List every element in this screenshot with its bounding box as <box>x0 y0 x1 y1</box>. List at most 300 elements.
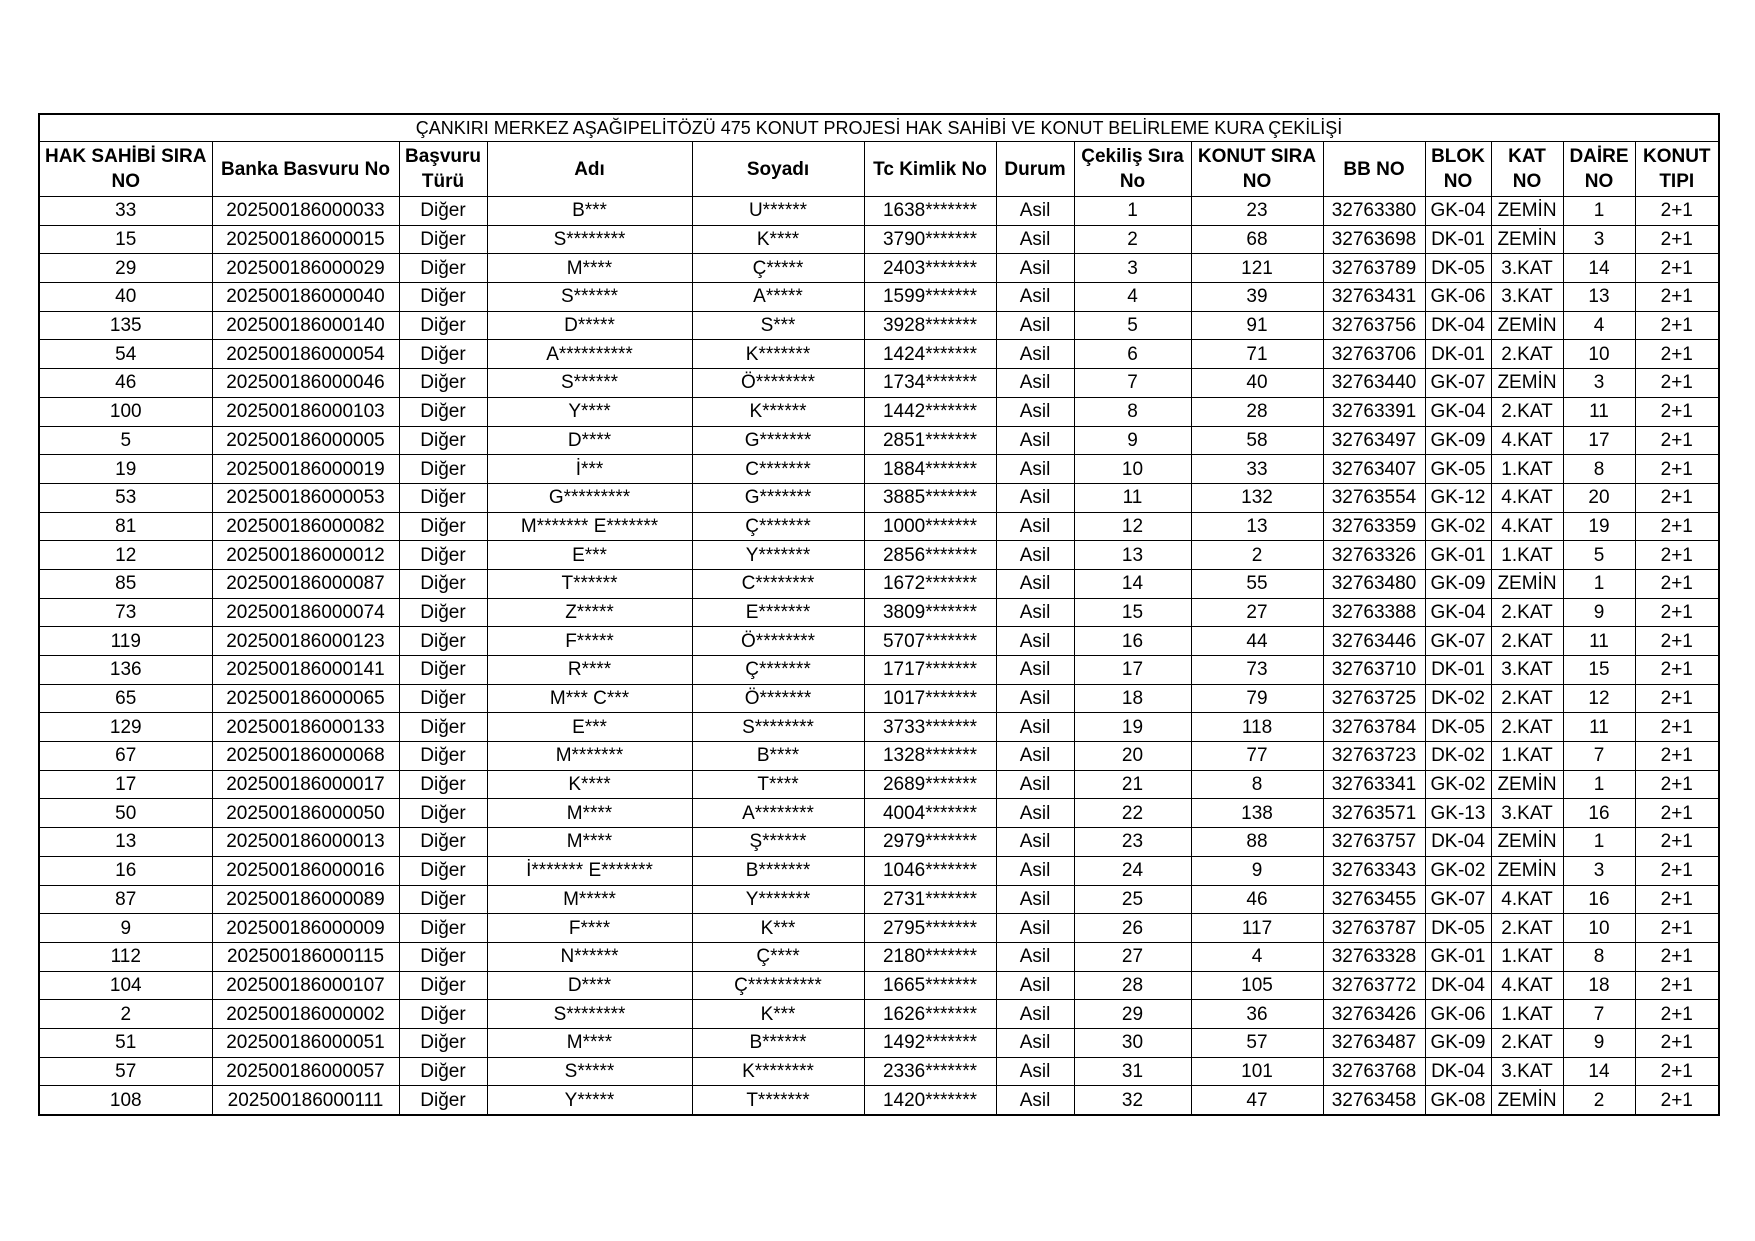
table-cell: Asil <box>996 799 1074 828</box>
table-cell: Diğer <box>399 1000 487 1029</box>
table-cell: 202500186000009 <box>212 914 399 943</box>
table-cell: DK-04 <box>1425 828 1491 857</box>
table-cell: 5 <box>39 426 212 455</box>
table-cell: Asil <box>996 426 1074 455</box>
table-cell: ZEMİN <box>1491 770 1563 799</box>
table-cell: 108 <box>39 1086 212 1115</box>
table-cell: 15 <box>39 225 212 254</box>
table-cell: M*** C*** <box>487 684 692 713</box>
table-cell: 202500186000016 <box>212 856 399 885</box>
table-cell: 2.KAT <box>1491 340 1563 369</box>
table-cell: 88 <box>1191 828 1323 857</box>
table-cell: 32763455 <box>1323 885 1425 914</box>
table-cell: Asil <box>996 942 1074 971</box>
table-row <box>39 1057 1719 1086</box>
table-cell: 2+1 <box>1635 254 1719 283</box>
table-cell: R**** <box>487 656 692 685</box>
table-cell: G******* <box>692 483 864 512</box>
table-cell: Y***** <box>487 1086 692 1115</box>
table-cell: 39 <box>1191 283 1323 312</box>
table-cell: 32 <box>1074 1086 1191 1115</box>
table-cell: Ç******* <box>692 656 864 685</box>
table-cell: 1 <box>1563 569 1635 598</box>
table-cell: 138 <box>1191 799 1323 828</box>
table-cell: K******* <box>692 340 864 369</box>
table-cell: B****** <box>692 1028 864 1057</box>
table-cell: DK-05 <box>1425 254 1491 283</box>
header-row <box>39 142 1719 197</box>
table-cell: 40 <box>39 283 212 312</box>
table-cell: 202500186000005 <box>212 426 399 455</box>
table-cell: 2+1 <box>1635 1057 1719 1086</box>
table-cell: GK-04 <box>1425 197 1491 226</box>
column-header: KAT NO <box>1491 142 1563 197</box>
table-cell: GK-13 <box>1425 799 1491 828</box>
table-cell: 202500186000012 <box>212 541 399 570</box>
table-cell: 2+1 <box>1635 569 1719 598</box>
table-row <box>39 512 1719 541</box>
table-cell: 1 <box>1563 770 1635 799</box>
table-cell: 20 <box>1563 483 1635 512</box>
table-cell: 2+1 <box>1635 627 1719 656</box>
table-cell: 4.KAT <box>1491 971 1563 1000</box>
table-cell: 2403******* <box>864 254 996 283</box>
table-cell: 2+1 <box>1635 742 1719 771</box>
table-cell: 202500186000065 <box>212 684 399 713</box>
table-cell: A******** <box>692 799 864 828</box>
table-cell: 2+1 <box>1635 455 1719 484</box>
column-header: Banka Basvuru No <box>212 142 399 197</box>
kura-results-table <box>38 113 1720 1116</box>
table-row <box>39 598 1719 627</box>
table-cell: 18 <box>1563 971 1635 1000</box>
table-cell: 5 <box>1563 541 1635 570</box>
table-cell: 55 <box>1191 569 1323 598</box>
table-cell: Diğer <box>399 942 487 971</box>
table-cell: 1665******* <box>864 971 996 1000</box>
table-cell: 32763446 <box>1323 627 1425 656</box>
table-cell: 202500186000082 <box>212 512 399 541</box>
table-cell: 3790******* <box>864 225 996 254</box>
table-cell: 2.KAT <box>1491 627 1563 656</box>
table-cell: 3.KAT <box>1491 656 1563 685</box>
table-cell: F***** <box>487 627 692 656</box>
table-cell: Asil <box>996 569 1074 598</box>
table-cell: 12 <box>1074 512 1191 541</box>
table-cell: Ç******* <box>692 512 864 541</box>
table-cell: 132 <box>1191 483 1323 512</box>
table-cell: 1638******* <box>864 197 996 226</box>
table-cell: 25 <box>1074 885 1191 914</box>
table-cell: 31 <box>1074 1057 1191 1086</box>
table-cell: 54 <box>39 340 212 369</box>
table-cell: Z***** <box>487 598 692 627</box>
table-cell: 2 <box>39 1000 212 1029</box>
table-cell: 4.KAT <box>1491 426 1563 455</box>
table-cell: Asil <box>996 369 1074 398</box>
table-row <box>39 684 1719 713</box>
table-cell: C******* <box>692 455 864 484</box>
column-header: Başvuru Türü <box>399 142 487 197</box>
table-cell: 11 <box>1563 713 1635 742</box>
table-cell: 91 <box>1191 311 1323 340</box>
table-cell: 101 <box>1191 1057 1323 1086</box>
table-cell: ZEMİN <box>1491 311 1563 340</box>
table-cell: G******* <box>692 426 864 455</box>
table-cell: 46 <box>1191 885 1323 914</box>
table-cell: S****** <box>487 369 692 398</box>
table-cell: Diğer <box>399 627 487 656</box>
table-row <box>39 856 1719 885</box>
table-cell: 19 <box>1074 713 1191 742</box>
table-cell: 4.KAT <box>1491 483 1563 512</box>
table-cell: N****** <box>487 942 692 971</box>
table-cell: Asil <box>996 397 1074 426</box>
table-cell: 202500186000051 <box>212 1028 399 1057</box>
table-cell: Asil <box>996 1000 1074 1029</box>
table-cell: 29 <box>1074 1000 1191 1029</box>
table-cell: 2+1 <box>1635 942 1719 971</box>
table-cell: 1.KAT <box>1491 455 1563 484</box>
table-cell: 1599******* <box>864 283 996 312</box>
table-cell: 3.KAT <box>1491 799 1563 828</box>
table-cell: 16 <box>39 856 212 885</box>
table-cell: 46 <box>39 369 212 398</box>
table-cell: 1884******* <box>864 455 996 484</box>
table-cell: Diğer <box>399 426 487 455</box>
table-cell: GK-01 <box>1425 942 1491 971</box>
table-cell: 77 <box>1191 742 1323 771</box>
table-cell: Asil <box>996 340 1074 369</box>
table-cell: T**** <box>692 770 864 799</box>
table-cell: 32763710 <box>1323 656 1425 685</box>
table-cell: Ö******* <box>692 684 864 713</box>
table-cell: 202500186000040 <box>212 283 399 312</box>
table-cell: 202500186000029 <box>212 254 399 283</box>
table-cell: Asil <box>996 512 1074 541</box>
table-cell: 119 <box>39 627 212 656</box>
table-cell: GK-09 <box>1425 426 1491 455</box>
table-cell: 2.KAT <box>1491 397 1563 426</box>
table-cell: 202500186000015 <box>212 225 399 254</box>
table-cell: 32763784 <box>1323 713 1425 742</box>
table-cell: ZEMİN <box>1491 197 1563 226</box>
table-cell: Ö******** <box>692 627 864 656</box>
table-cell: 19 <box>1563 512 1635 541</box>
table-cell: Asil <box>996 742 1074 771</box>
table-cell: 10 <box>1563 914 1635 943</box>
table-cell: 32763343 <box>1323 856 1425 885</box>
table-cell: 19 <box>39 455 212 484</box>
table-cell: 40 <box>1191 369 1323 398</box>
table-cell: K****** <box>692 397 864 426</box>
table-cell: 47 <box>1191 1086 1323 1115</box>
table-cell: 2+1 <box>1635 914 1719 943</box>
table-cell: 10 <box>1563 340 1635 369</box>
table-cell: Diğer <box>399 885 487 914</box>
table-cell: Ş****** <box>692 828 864 857</box>
table-cell: 2+1 <box>1635 283 1719 312</box>
table-cell: D***** <box>487 311 692 340</box>
table-cell: 6 <box>1074 340 1191 369</box>
table-cell: 2336******* <box>864 1057 996 1086</box>
table-cell: Asil <box>996 914 1074 943</box>
table-cell: 73 <box>1191 656 1323 685</box>
table-cell: Asil <box>996 885 1074 914</box>
table-cell: 16 <box>1074 627 1191 656</box>
table-row <box>39 369 1719 398</box>
table-cell: 2+1 <box>1635 512 1719 541</box>
column-header: Tc Kimlik No <box>864 142 996 197</box>
table-cell: Diğer <box>399 369 487 398</box>
table-cell: 28 <box>1191 397 1323 426</box>
table-cell: Diğer <box>399 455 487 484</box>
table-cell: Diğer <box>399 397 487 426</box>
table-cell: 12 <box>39 541 212 570</box>
table-cell: 202500186000089 <box>212 885 399 914</box>
table-cell: 28 <box>1074 971 1191 1000</box>
table-cell: 202500186000046 <box>212 369 399 398</box>
table-cell: İ******* E******* <box>487 856 692 885</box>
table-cell: 4 <box>1074 283 1191 312</box>
table-cell: 9 <box>1191 856 1323 885</box>
table-cell: M**** <box>487 828 692 857</box>
table-row <box>39 799 1719 828</box>
table-cell: 23 <box>1074 828 1191 857</box>
table-row <box>39 197 1719 226</box>
table-row <box>39 426 1719 455</box>
table-cell: 23 <box>1191 197 1323 226</box>
table-cell: Y******* <box>692 885 864 914</box>
table-cell: Diğer <box>399 742 487 771</box>
table-cell: 202500186000103 <box>212 397 399 426</box>
table-cell: 202500186000050 <box>212 799 399 828</box>
table-row <box>39 713 1719 742</box>
table-cell: 3809******* <box>864 598 996 627</box>
table-cell: B******* <box>692 856 864 885</box>
table-row <box>39 483 1719 512</box>
table-cell: Asil <box>996 254 1074 283</box>
table-cell: DK-04 <box>1425 311 1491 340</box>
table-cell: 68 <box>1191 225 1323 254</box>
table-cell: İ*** <box>487 455 692 484</box>
table-cell: 32763326 <box>1323 541 1425 570</box>
table-cell: Y******* <box>692 541 864 570</box>
table-cell: Asil <box>996 856 1074 885</box>
table-cell: GK-02 <box>1425 856 1491 885</box>
table-cell: S***** <box>487 1057 692 1086</box>
table-row <box>39 397 1719 426</box>
table-cell: Asil <box>996 684 1074 713</box>
table-cell: E******* <box>692 598 864 627</box>
table-cell: S******** <box>487 1000 692 1029</box>
table-cell: 16 <box>1563 885 1635 914</box>
table-cell: 17 <box>1563 426 1635 455</box>
table-cell: DK-05 <box>1425 914 1491 943</box>
table-cell: E*** <box>487 541 692 570</box>
table-cell: 32763407 <box>1323 455 1425 484</box>
table-cell: 202500186000133 <box>212 713 399 742</box>
table-row <box>39 283 1719 312</box>
table-cell: T****** <box>487 569 692 598</box>
table-cell: 1000******* <box>864 512 996 541</box>
table-cell: GK-12 <box>1425 483 1491 512</box>
table-row <box>39 455 1719 484</box>
table-cell: 8 <box>1563 455 1635 484</box>
table-cell: M******* E******* <box>487 512 692 541</box>
table-cell: 202500186000115 <box>212 942 399 971</box>
table-cell: 10 <box>1074 455 1191 484</box>
table-cell: 202500186000033 <box>212 197 399 226</box>
table-cell: M***** <box>487 885 692 914</box>
column-header: HAK SAHİBİ SIRA NO <box>39 142 212 197</box>
table-cell: 1.KAT <box>1491 742 1563 771</box>
table-cell: 3733******* <box>864 713 996 742</box>
table-cell: Diğer <box>399 197 487 226</box>
table-cell: Asil <box>996 1057 1074 1086</box>
table-cell: Asil <box>996 713 1074 742</box>
table-cell: 4.KAT <box>1491 512 1563 541</box>
table-cell: 21 <box>1074 770 1191 799</box>
table-cell: 16 <box>1563 799 1635 828</box>
table-cell: 32763554 <box>1323 483 1425 512</box>
table-cell: K**** <box>487 770 692 799</box>
table-cell: 3.KAT <box>1491 283 1563 312</box>
table-cell: DK-01 <box>1425 340 1491 369</box>
table-cell: 2 <box>1074 225 1191 254</box>
table-cell: 81 <box>39 512 212 541</box>
table-cell: Diğer <box>399 1086 487 1115</box>
table-cell: K******** <box>692 1057 864 1086</box>
table-cell: 32763698 <box>1323 225 1425 254</box>
table-cell: G********* <box>487 483 692 512</box>
table-cell: 2+1 <box>1635 713 1719 742</box>
table-cell: Asil <box>996 455 1074 484</box>
table-cell: Diğer <box>399 225 487 254</box>
table-cell: 32763706 <box>1323 340 1425 369</box>
table-cell: 27 <box>1191 598 1323 627</box>
table-cell: M**** <box>487 1028 692 1057</box>
table-cell: K*** <box>692 1000 864 1029</box>
table-cell: 202500186000019 <box>212 455 399 484</box>
table-cell: 32763328 <box>1323 942 1425 971</box>
table-cell: 2689******* <box>864 770 996 799</box>
table-cell: 33 <box>1191 455 1323 484</box>
table-cell: 2180******* <box>864 942 996 971</box>
table-cell: 24 <box>1074 856 1191 885</box>
table-cell: 2+1 <box>1635 369 1719 398</box>
table-cell: 5707******* <box>864 627 996 656</box>
table-cell: Ö******** <box>692 369 864 398</box>
table-cell: DK-01 <box>1425 225 1491 254</box>
table-cell: 7 <box>1563 742 1635 771</box>
table-cell: 2+1 <box>1635 684 1719 713</box>
table-cell: 202500186000074 <box>212 598 399 627</box>
table-cell: 32763480 <box>1323 569 1425 598</box>
table-row <box>39 828 1719 857</box>
table-cell: ZEMİN <box>1491 856 1563 885</box>
table-cell: 32763723 <box>1323 742 1425 771</box>
table-cell: Ç********** <box>692 971 864 1000</box>
table-cell: 30 <box>1074 1028 1191 1057</box>
table-cell: 1420******* <box>864 1086 996 1115</box>
table-cell: 2 <box>1563 1086 1635 1115</box>
table-cell: 32763391 <box>1323 397 1425 426</box>
table-cell: 118 <box>1191 713 1323 742</box>
table-cell: Diğer <box>399 541 487 570</box>
table-cell: 100 <box>39 397 212 426</box>
table-cell: 2851******* <box>864 426 996 455</box>
table-cell: Diğer <box>399 569 487 598</box>
table-cell: 1672******* <box>864 569 996 598</box>
table-cell: 32763725 <box>1323 684 1425 713</box>
table-cell: 17 <box>1074 656 1191 685</box>
table-cell: T******* <box>692 1086 864 1115</box>
column-header: Durum <box>996 142 1074 197</box>
table-cell: 8 <box>1563 942 1635 971</box>
table-cell: M**** <box>487 254 692 283</box>
table-cell: GK-04 <box>1425 598 1491 627</box>
table-cell: 32763388 <box>1323 598 1425 627</box>
table-cell: 67 <box>39 742 212 771</box>
table-cell: 11 <box>1563 397 1635 426</box>
table-cell: 32763341 <box>1323 770 1425 799</box>
table-cell: 1492******* <box>864 1028 996 1057</box>
table-cell: GK-04 <box>1425 397 1491 426</box>
table-cell: 202500186000087 <box>212 569 399 598</box>
table-cell: M******* <box>487 742 692 771</box>
table-cell: 27 <box>1074 942 1191 971</box>
table-cell: 29 <box>39 254 212 283</box>
table-cell: 53 <box>39 483 212 512</box>
table-cell: 2.KAT <box>1491 598 1563 627</box>
table-cell: 32763757 <box>1323 828 1425 857</box>
table-cell: 32763440 <box>1323 369 1425 398</box>
table-cell: 2.KAT <box>1491 1028 1563 1057</box>
table-cell: Diğer <box>399 914 487 943</box>
table-cell: 13 <box>39 828 212 857</box>
table-cell: 2+1 <box>1635 971 1719 1000</box>
table-cell: ZEMİN <box>1491 225 1563 254</box>
table-cell: Asil <box>996 311 1074 340</box>
column-header: Adı <box>487 142 692 197</box>
table-cell: Diğer <box>399 684 487 713</box>
table-cell: 73 <box>39 598 212 627</box>
table-row <box>39 971 1719 1000</box>
table-cell: 65 <box>39 684 212 713</box>
table-cell: 1328******* <box>864 742 996 771</box>
table-cell: 2+1 <box>1635 828 1719 857</box>
column-header: BLOK NO <box>1425 142 1491 197</box>
table-cell: F**** <box>487 914 692 943</box>
table-cell: GK-07 <box>1425 369 1491 398</box>
table-cell: 32763487 <box>1323 1028 1425 1057</box>
table-cell: A********** <box>487 340 692 369</box>
table-cell: Diğer <box>399 1057 487 1086</box>
table-cell: Asil <box>996 656 1074 685</box>
table-cell: Diğer <box>399 656 487 685</box>
table-cell: 8 <box>1191 770 1323 799</box>
table-row <box>39 885 1719 914</box>
table-cell: 32763768 <box>1323 1057 1425 1086</box>
table-cell: 87 <box>39 885 212 914</box>
table-cell: 1046******* <box>864 856 996 885</box>
table-cell: 202500186000068 <box>212 742 399 771</box>
table-cell: 2+1 <box>1635 799 1719 828</box>
table-cell: S******** <box>487 225 692 254</box>
table-cell: 202500186000123 <box>212 627 399 656</box>
table-cell: 1 <box>1563 828 1635 857</box>
